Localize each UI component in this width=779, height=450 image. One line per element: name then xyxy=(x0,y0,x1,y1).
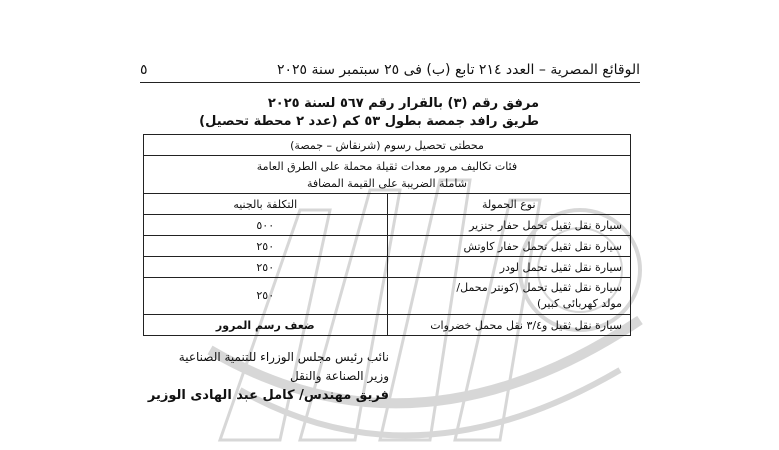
load-type: سيارة نقل ثقيل تحمل حفار جنزير xyxy=(387,215,631,236)
station-row xyxy=(144,135,631,156)
cost-value: ٢٥٠ xyxy=(144,278,388,315)
load-type-line-2: مولد كهربائى كبير) xyxy=(537,297,622,310)
cost-value: ٥٠٠ xyxy=(144,215,388,236)
table-row xyxy=(144,257,631,278)
signatory-name: فريق مهندس/ كامل عبد الهادى الوزير xyxy=(147,388,389,403)
load-type: سيارة نقل ثقيل و٣/٤ نقل محمل خضروات xyxy=(387,315,631,336)
running-title: الوقائع المصرية – العدد ٢١٤ تابع (ب) فى ٢٥ سبتمبر سنة ٢٠٢٥ xyxy=(276,62,640,78)
road-title: طريق رافد جمصة بطول ٥٣ كم (عدد ٢ محطة تحصيل) xyxy=(199,114,539,129)
cost-value: ضعف رسم المرور xyxy=(144,315,388,336)
load-type-line-1: سيارة نقل ثقيل تحمل (كونتر محمل/ xyxy=(456,281,622,294)
table-row xyxy=(144,278,631,315)
category-line-1: فئات تكاليف مرور معدات ثقيلة محملة على الطرق العامة xyxy=(256,159,518,173)
category-line-2: شاملة الضريبة على القيمة المضافة xyxy=(306,176,467,190)
load-type: سيارة نقل ثقيل تحمل حفار كاوتش xyxy=(387,236,631,257)
category-row xyxy=(144,156,631,194)
fees-table xyxy=(143,134,631,336)
column-header-type: نوع الحمولة xyxy=(387,194,631,215)
running-header xyxy=(140,62,640,83)
load-type xyxy=(387,278,631,315)
signatory-title: نائب رئيس مجلس الوزراء للتنمية الصناعية xyxy=(178,350,389,364)
attachment-title: مرفق رقم (٣) بالقرار رقم ٥٦٧ لسنة ٢٠٢٥ xyxy=(267,96,539,111)
page-number: ٥ xyxy=(140,62,148,78)
table-row xyxy=(144,215,631,236)
table-row xyxy=(144,315,631,336)
station-cell: محطتى تحصيل رسوم (شرنقاش – جمصة) xyxy=(144,135,631,156)
load-type: سيارة نقل ثقيل تحمل لودر xyxy=(387,257,631,278)
signatory-ministry: وزير الصناعة والنقل xyxy=(289,369,389,383)
column-header-cost: التكلفة بالجنيه xyxy=(144,194,388,215)
category-cell xyxy=(144,156,631,194)
cost-value: ٢٥٠ xyxy=(144,236,388,257)
table-row xyxy=(144,236,631,257)
column-headers xyxy=(144,194,631,215)
cost-value: ٢٥٠ xyxy=(144,257,388,278)
